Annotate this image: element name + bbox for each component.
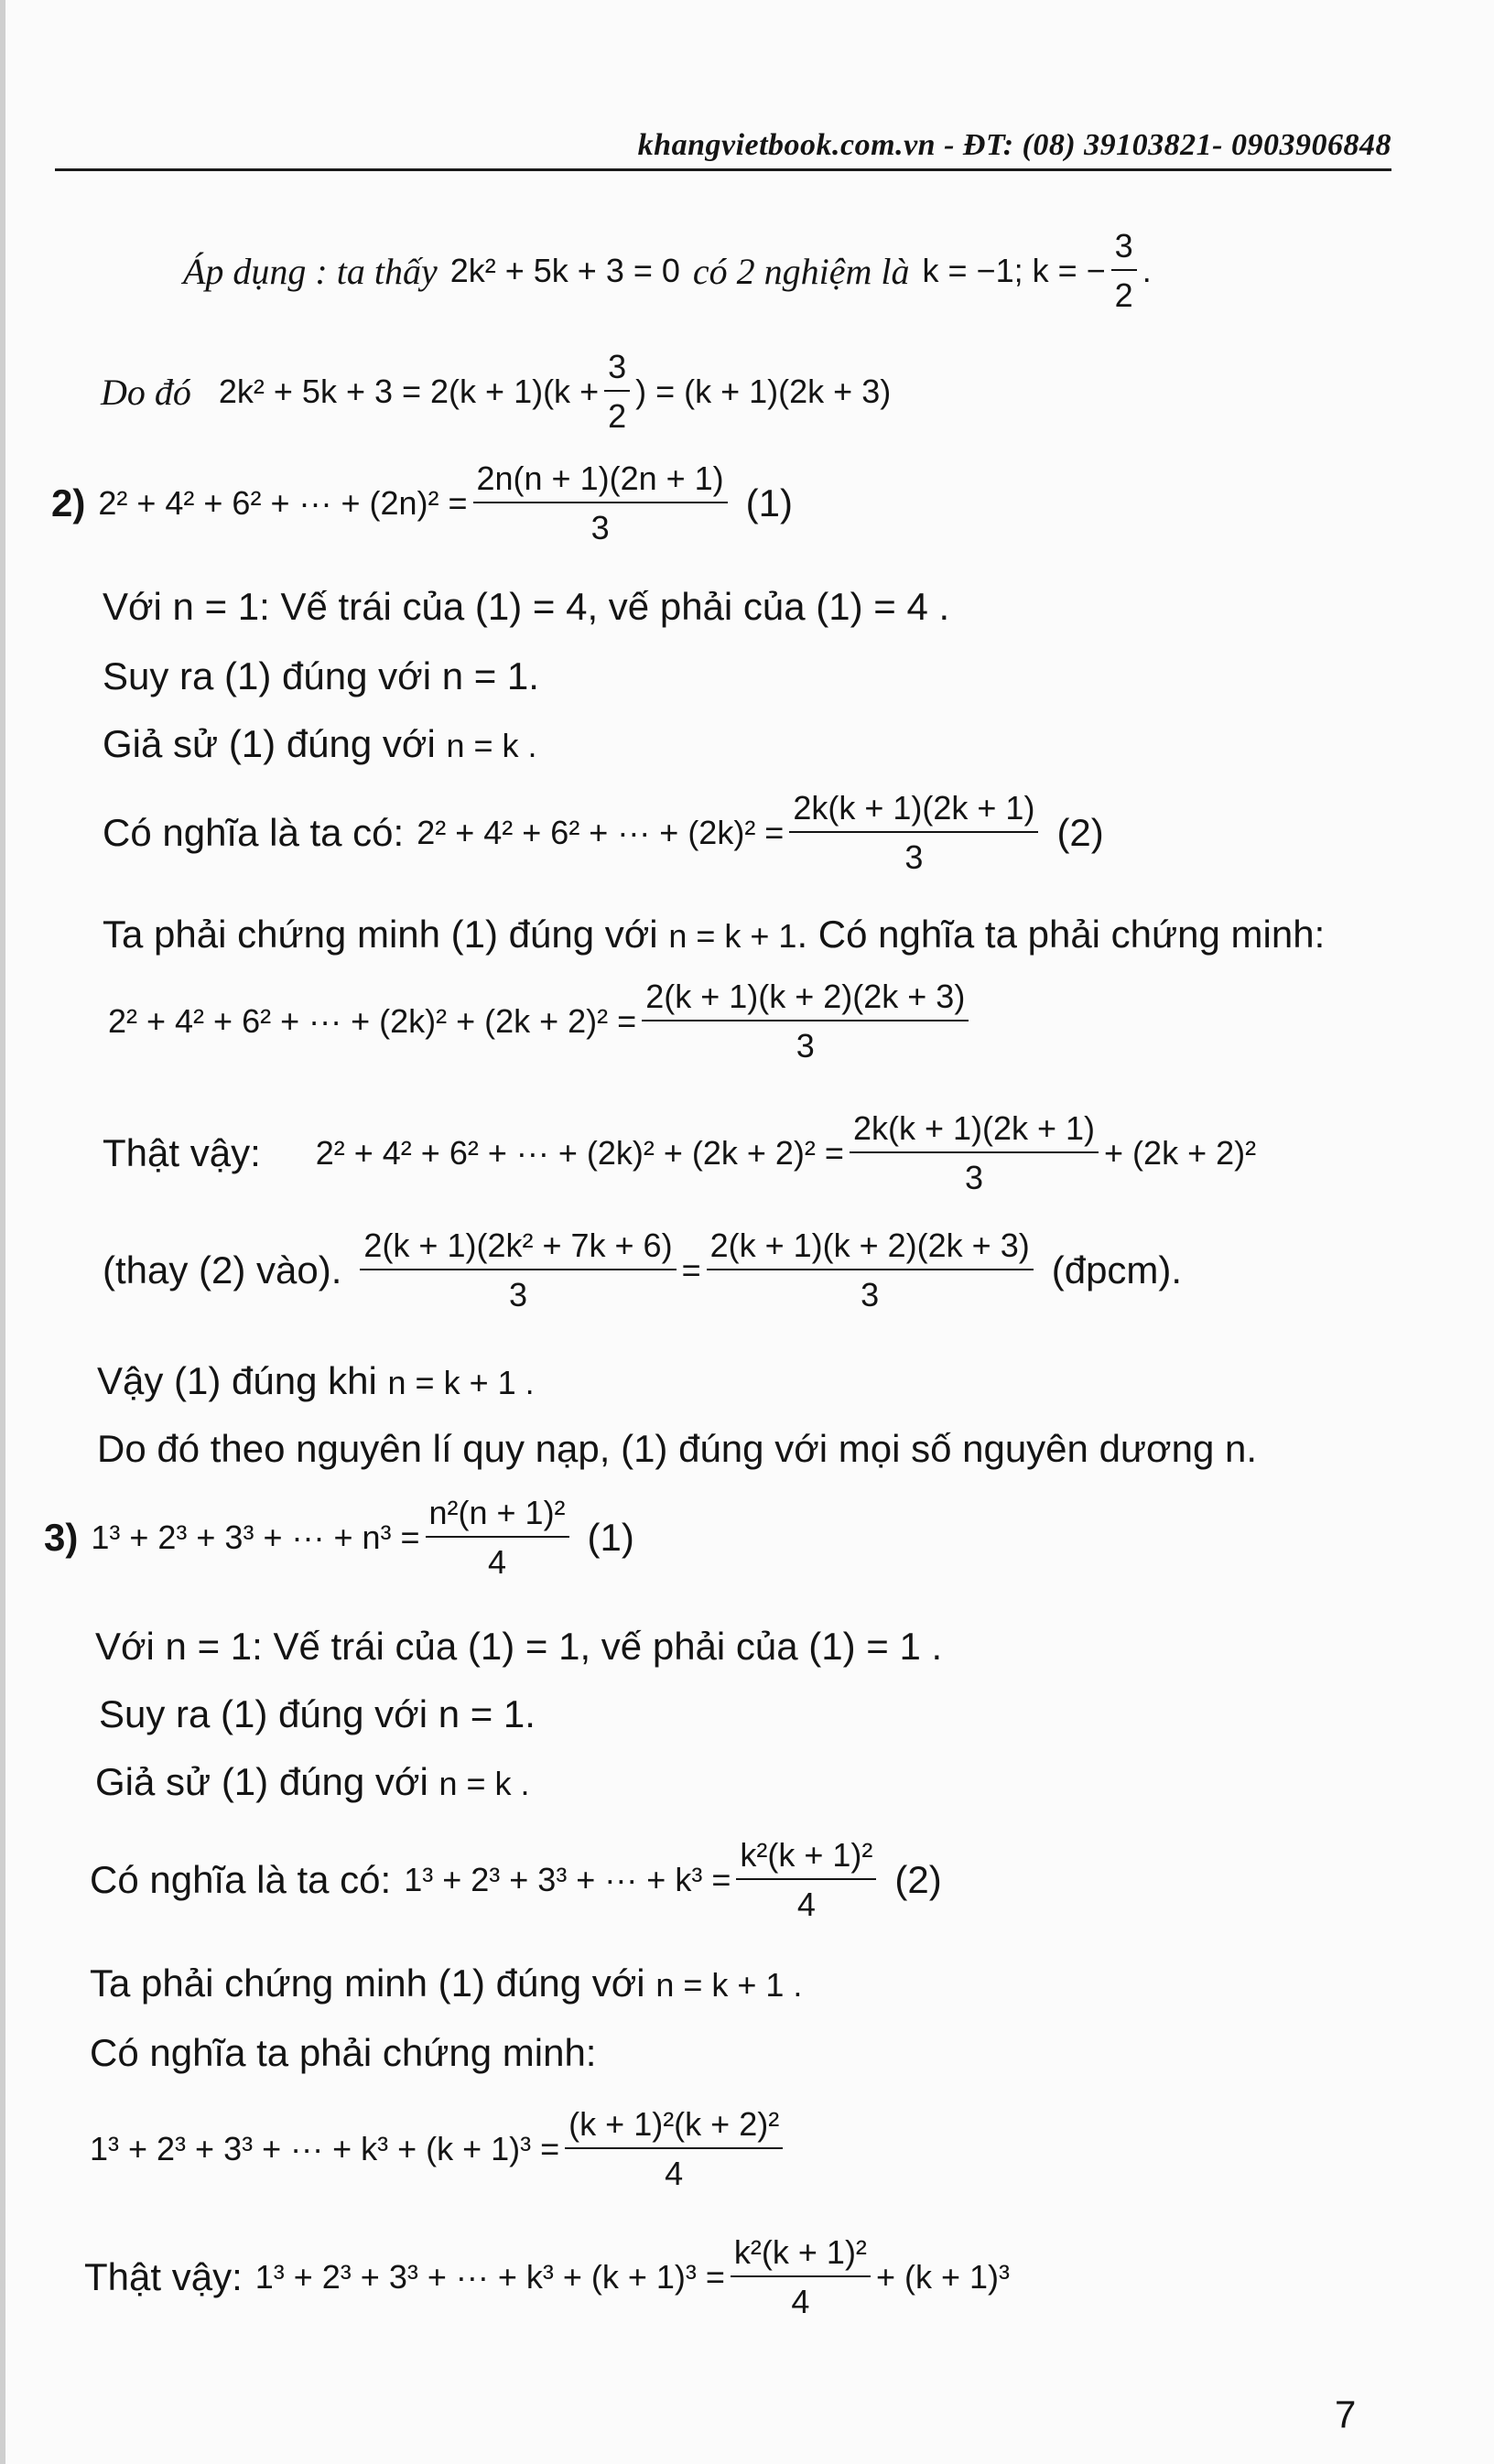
part2-subst-fraction-1: $\frac{\text{2(k + 1)(2k² + 7k + 6)}}{3}$ [360, 1227, 676, 1314]
part3-meaning-fraction: $\frac{\text{k²(k + 1)²}}{4}$ [736, 1836, 876, 1924]
part2-statement-lhs: 2² + 4² + 6² + ··· + (2n)² = [98, 484, 468, 522]
part3-prove: Ta phải chứng minh (1) đúng với n = k + 1 . [90, 1961, 803, 2005]
part2-subst-fraction-2: $\frac{2(k + 1)(k + 2)(2k + 3)}{3}$ [707, 1227, 1034, 1314]
dodo-fraction: $\frac{3}{2}$ [604, 348, 630, 436]
part3-assume: Giả sử (1) đúng với n = k . [95, 1760, 530, 1803]
part2-indeed-fraction: $\frac{2k(k + 1)(2k + 1)}{3}$ [850, 1109, 1099, 1197]
part2-substitution: (thay (2) vào). $\frac{\text{2(k + 1)(2k² + 7k + 6)}}{3}$ = $\frac{2(k + 1)(k + 2)(2k + 3)}{3}$ (đpcm). [103, 1227, 1183, 1313]
part2-statement-tag: (1) [745, 481, 794, 524]
part2-induction: Do đó theo nguyên lí quy nạp, (1) đúng với mọi số nguyên dương n. [97, 1427, 1257, 1470]
part3-target: 1³ + 2³ + 3³ + ··· + k³ + (k + 1)³ = $\frac{\text{(k + 1)²(k + 2)²}}{4}$ [90, 2105, 788, 2193]
page-number: 7 [1335, 2393, 1357, 2436]
part3-statement-fraction: $\frac{\text{n²(n + 1)²}}{4}$ [426, 1494, 569, 1582]
part3-meaning2: Có nghĩa ta phải chứng minh: [90, 2031, 597, 2074]
dodo-lhs: 2k² + 5k + 3 = 2(k + 1)(k + [218, 373, 600, 410]
part3-meaning: Có nghĩa là ta có: 1³ + 2³ + 3³ + ··· + k³ = $\frac{\text{k²(k + 1)²}}{4}$ (2) [90, 1836, 942, 1923]
apdung-line: Áp dụng : ta thấy 2k² + 5k + 3 = 0 có 2 nghiệm là k = −1; k = − $\frac{3}{2}$ . [183, 227, 1152, 314]
part2-thus: Vậy (1) đúng khi n = k + 1 . [97, 1359, 535, 1402]
apdung-mid: có 2 nghiệm là [692, 250, 910, 292]
part2-base-case: Với n = 1: Vế trái của (1) = 4, vế phải của (1) = 4 . [103, 585, 950, 628]
dodo-line [101, 348, 891, 436]
page-spine-shadow [0, 0, 5, 2464]
dodo-label: Do đó [101, 371, 191, 413]
page-header: khangvietbook.com.vn - ĐT: (08) 39103821- 0903906848 [637, 128, 1391, 162]
dodo-rhs: ) = (k + 1)(2k + 3) [635, 373, 892, 410]
part2-target-fraction: $\frac{2(k + 1)(k + 2)(2k + 3)}{3}$ [642, 978, 969, 1065]
part3-base-conclusion: Suy ra (1) đúng với n = 1. [99, 1692, 536, 1735]
part3-statement: 3) 1³ + 2³ + 3³ + ··· + n³ = $\frac{\text{n²(n + 1)²}}{4}$ (1) [44, 1494, 634, 1581]
part3-number: 3) [44, 1516, 79, 1559]
apdung-label: Áp dụng : ta thấy [183, 250, 438, 292]
part2-prove: Ta phải chứng minh (1) đúng với n = k + 1. Có nghĩa ta phải chứng minh: [103, 913, 1326, 956]
part3-target-fraction: $\frac{\text{(k + 1)²(k + 2)²}}{4}$ [565, 2105, 783, 2193]
part3-indeed-fraction: $\frac{\text{k²(k + 1)²}}{4}$ [731, 2233, 871, 2321]
part2-statement-fraction: $\frac{2n(n + 1)(2n + 1)}{3}$ [473, 459, 728, 547]
part2-base-conclusion: Suy ra (1) đúng với n = 1. [103, 654, 539, 697]
apdung-roots: k = −1; k = − [922, 252, 1106, 289]
part3-base-case: Với n = 1: Vế trái của (1) = 1, vế phải của (1) = 1 . [95, 1625, 943, 1668]
part2-number: 2) [51, 481, 86, 524]
part2-target: 2² + 4² + 6² + ··· + (2k)² + (2k + 2)² = $\frac{2(k + 1)(k + 2)(2k + 3)}{3}$ [108, 978, 974, 1065]
part2-meaning-fraction: $\frac{2k(k + 1)(2k + 1)}{3}$ [789, 789, 1038, 877]
part2-statement [51, 459, 793, 547]
part3-indeed: Thật vậy: 1³ + 2³ + 3³ + ··· + k³ + (k + 1)³ = $\frac{\text{k²(k + 1)²}}{4}$ + (k + 1)³ [84, 2233, 1010, 2320]
part2-assume: Giả sử (1) đúng với n = k . [103, 722, 537, 765]
header-rule [55, 168, 1391, 171]
apdung-equation: 2k² + 5k + 3 = 0 [449, 252, 680, 289]
part2-meaning: Có nghĩa là ta có: 2² + 4² + 6² + ··· + (2k)² = $\frac{2k(k + 1)(2k + 1)}{3}$ (2) [103, 789, 1104, 876]
apdung-fraction: $\frac{3}{2}$ [1111, 227, 1137, 315]
part2-indeed: Thật vậy: 2² + 4² + 6² + ··· + (2k)² + (2k + 2)² = $\frac{2k(k + 1)(2k + 1)}{3}$ + (2k + 2)² [103, 1109, 1257, 1196]
